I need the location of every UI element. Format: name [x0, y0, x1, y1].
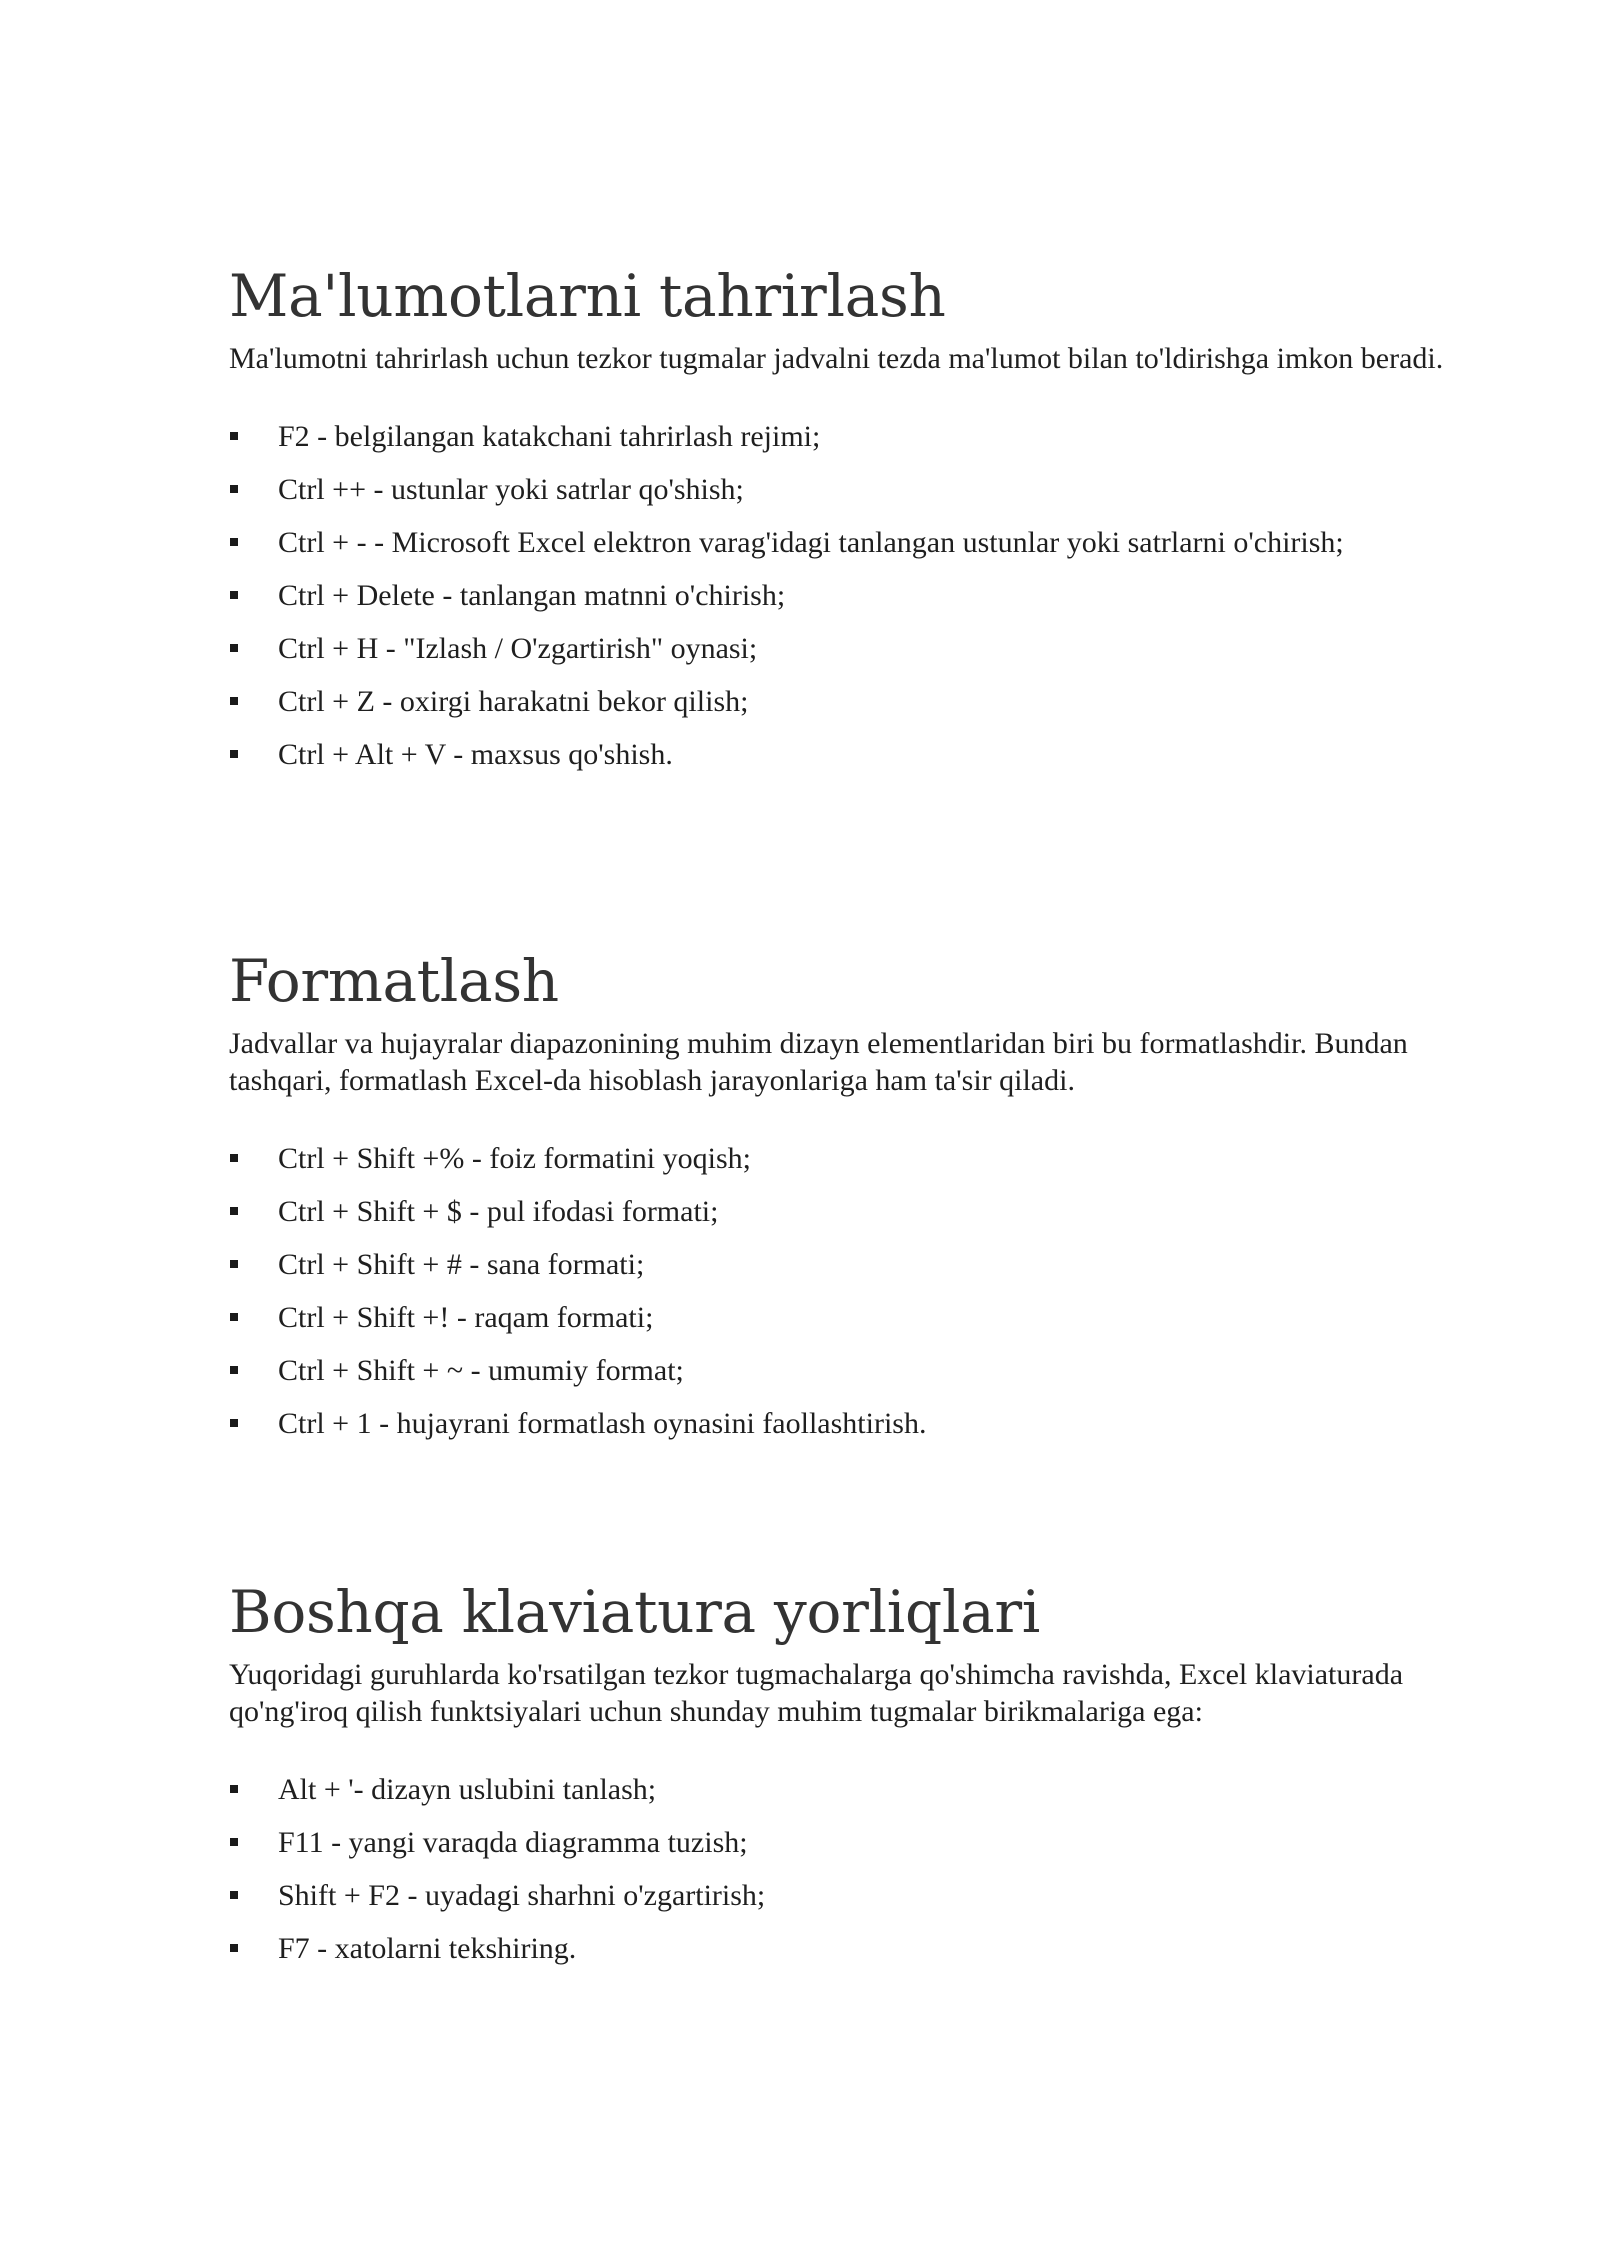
- list-item: [229, 728, 1449, 781]
- list-item-text: Shift + F2 - uyadagi sharhni o'zgartirish;: [278, 1879, 766, 1912]
- square-bullet-icon: [230, 1260, 238, 1268]
- square-bullet-icon: [230, 538, 238, 546]
- square-bullet-icon: [230, 1313, 238, 1321]
- list-item: [229, 1344, 1449, 1397]
- list-item: [229, 1397, 1449, 1450]
- square-bullet-icon: [230, 1207, 238, 1215]
- list-item-text: Ctrl + Shift + ~ - umumiy format;: [278, 1354, 684, 1387]
- list-item-text: Ctrl + - - Microsoft Excel elektron varag'idagi tanlangan ustunlar yoki satrlarni o'chirish;: [278, 526, 1344, 559]
- section-intro: Jadvallar va hujayralar diapazonining muhim dizayn elementlaridan biri bu formatlashdir. Bundan tashqari, formatlash Excel-da hisoblash jarayonlariga ham ta'sir qiladi.: [229, 1027, 1408, 1097]
- square-bullet-icon: [230, 1785, 238, 1793]
- list-item-text: Ctrl + Shift +% - foiz formatini yoqish;: [278, 1142, 751, 1175]
- section-other-shortcuts: [229, 1572, 1449, 1975]
- list-item-text: Ctrl + H - "Izlash / O'zgartirish" oynasi;: [278, 632, 758, 665]
- square-bullet-icon: [230, 1154, 238, 1162]
- section-formatting: [229, 941, 1449, 1450]
- square-bullet-icon: [230, 485, 238, 493]
- section-title: Ma'lumotlarni tahrirlash: [229, 262, 946, 330]
- list-item: [229, 622, 1449, 675]
- list-item-text: Ctrl + Shift +! - raqam formati;: [278, 1301, 654, 1334]
- list-item-text: Ctrl + Alt + V - maxsus qo'shish.: [278, 738, 673, 771]
- list-item: [229, 1922, 1449, 1975]
- list-item-text: Ctrl + 1 - hujayrani formatlash oynasini faollashtirish.: [278, 1407, 927, 1440]
- section-intro: Ma'lumotni tahrirlash uchun tezkor tugmalar jadvalni tezda ma'lumot bilan to'ldirishga imkon beradi.: [229, 342, 1444, 375]
- shortcut-list: [229, 1132, 1449, 1450]
- shortcut-list: [229, 410, 1449, 781]
- list-item-text: Ctrl + Shift + # - sana formati;: [278, 1248, 645, 1281]
- list-item-text: Ctrl + Shift + $ - pul ifodasi formati;: [278, 1195, 719, 1228]
- list-item-text: F7 - xatolarni tekshiring.: [278, 1932, 577, 1965]
- shortcut-list: [229, 1763, 1449, 1975]
- square-bullet-icon: [230, 697, 238, 705]
- section-editing: [229, 256, 1449, 781]
- list-item: [229, 463, 1449, 516]
- square-bullet-icon: [230, 750, 238, 758]
- list-item: [229, 1291, 1449, 1344]
- list-item: [229, 569, 1449, 622]
- list-item-text: Ctrl + Z - oxirgi harakatni bekor qilish;: [278, 685, 749, 718]
- list-item: [229, 1816, 1449, 1869]
- list-item: [229, 1869, 1449, 1922]
- square-bullet-icon: [230, 432, 238, 440]
- list-item: [229, 1185, 1449, 1238]
- list-item: [229, 516, 1449, 569]
- list-item: [229, 1132, 1449, 1185]
- list-item-text: F2 - belgilangan katakchani tahrirlash rejimi;: [278, 420, 821, 453]
- square-bullet-icon: [230, 1944, 238, 1952]
- section-intro: Yuqoridagi guruhlarda ko'rsatilgan tezkor tugmachalarga qo'shimcha ravishda, Excel klaviaturada qo'ng'iroq qilish funktsiyalari uchun shunday muhim tugmalar birikmalariga ega:: [229, 1658, 1404, 1728]
- section-title: Formatlash: [229, 947, 559, 1015]
- square-bullet-icon: [230, 591, 238, 599]
- list-item-text: Alt + '- dizayn uslubini tanlash;: [278, 1773, 657, 1806]
- list-item: [229, 675, 1449, 728]
- square-bullet-icon: [230, 1366, 238, 1374]
- square-bullet-icon: [230, 1891, 238, 1899]
- square-bullet-icon: [230, 1838, 238, 1846]
- section-title: Boshqa klaviatura yorliqlari: [229, 1578, 1041, 1646]
- list-item: [229, 410, 1449, 463]
- list-item-text: Ctrl + Delete - tanlangan matnni o'chirish;: [278, 579, 786, 612]
- list-item: [229, 1763, 1449, 1816]
- list-item: [229, 1238, 1449, 1291]
- square-bullet-icon: [230, 644, 238, 652]
- list-item-text: Ctrl ++ - ustunlar yoki satrlar qo'shish;: [278, 473, 744, 506]
- list-item-text: F11 - yangi varaqda diagramma tuzish;: [278, 1826, 748, 1859]
- square-bullet-icon: [230, 1419, 238, 1427]
